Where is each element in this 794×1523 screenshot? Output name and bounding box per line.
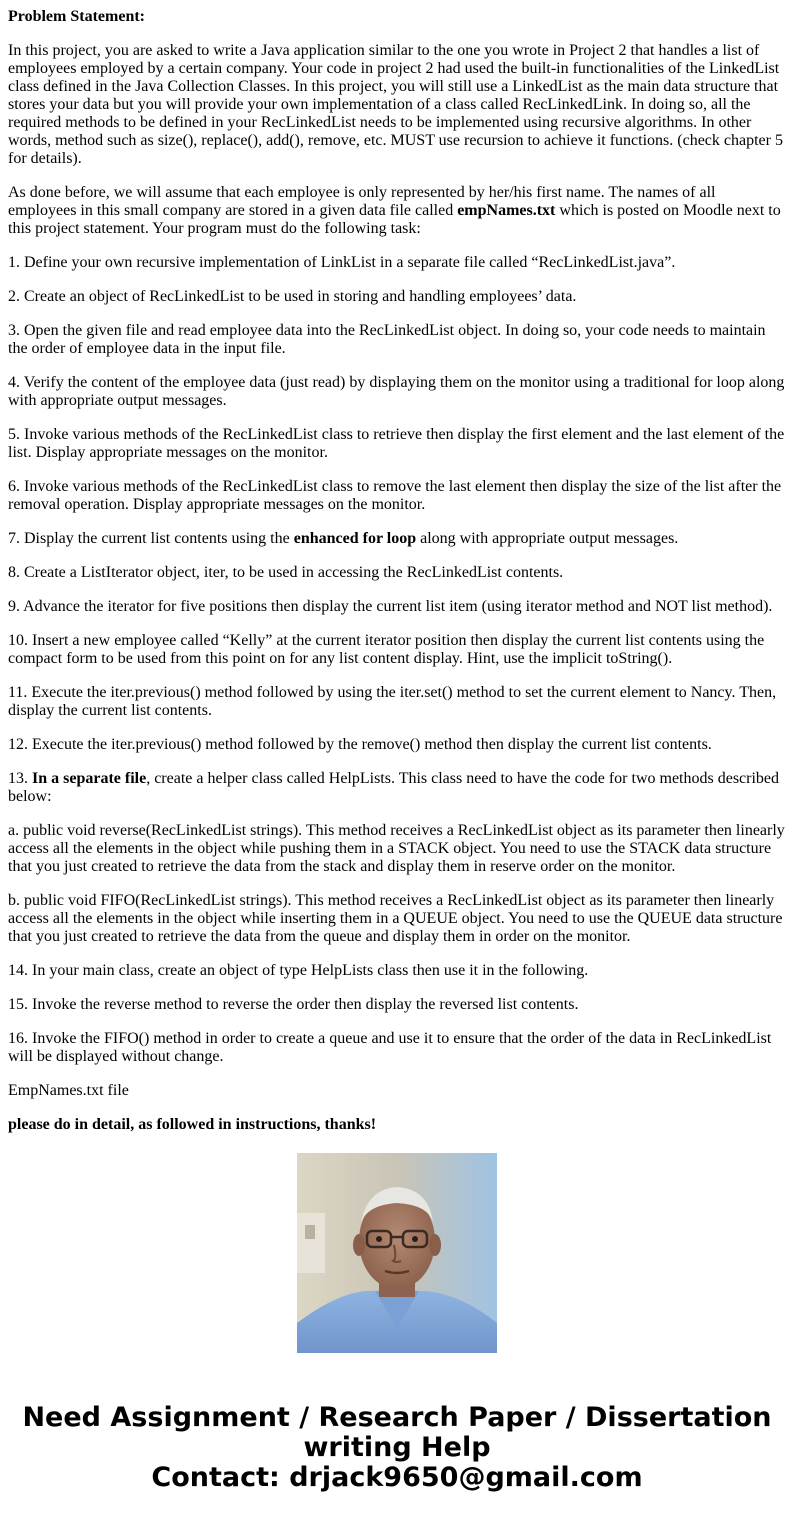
problem-heading: Problem Statement: (8, 8, 145, 25)
task-step-13-emphasis: In a separate file (32, 770, 147, 787)
task-step-2: 2. Create an object of RecLinkedList to be used in storing and handling employees’ data. (8, 288, 577, 305)
assumption-text-after: which is posted on Moodle next to this project statement. Your program must do the following task: (8, 202, 781, 237)
promo-banner (0, 1403, 794, 1493)
task-step-7-before: 7. Display the current list contents using the (8, 530, 294, 547)
task-step-10: 10. Insert a new employee called “Kelly” at the current iterator position then display the current list contents using the compact form to be used from this point on for any list content display. Hint, use the implicit toString(). (8, 632, 765, 667)
avatar (297, 1153, 497, 1353)
task-step-5: 5. Invoke various methods of the RecLinkedList class to retrieve then display the first element and the last element of the list. Display appropriate messages on the monitor. (8, 426, 785, 461)
task-step-4: 4. Verify the content of the employee data (just read) by displaying them on the monitor using a traditional for loop along with appropriate output messages. (8, 374, 785, 409)
data-file-name: empNames.txt (457, 202, 556, 219)
task-step-13a: a. public void reverse(RecLinkedList strings). This method receives a RecLinkedList object as its parameter then linearly access all the elements in the object while pushing them in a STACK object. You need to use the STACK data structure that you just created to retrieve the data from the stack and display them in reserve order on the monitor. (8, 822, 785, 875)
cut-off-note (8, 1116, 786, 1134)
task-step-6: 6. Invoke various methods of the RecLinkedList class to remove the last element then display the size of the list after the removal operation. Display appropriate messages on the monitor. (8, 478, 782, 513)
promo-line-2: writing Help (303, 1432, 491, 1463)
intro-paragraph: In this project, you are asked to write a Java application similar to the one you wrote in Project 2 that handles a list of employees employed by a certain company. Your code in project 2 had used the built-in functionalities of the LinkedList class defined in the Java Collection Classes. In this project, you will still use a LinkedList as the main data structure that stores your data but you will provide your own implementation of a class called RecLinkedLink. In doing so, all the required methods to be defined in your RecLinkedList needs to be implemented using recursive algorithms. In other words, method such as size(), replace(), add(), remove, etc. MUST use recursion to achieve it functions. (check chapter 5 for details). (8, 42, 783, 167)
task-step-13-after: , create a helper class called HelpLists. This class need to have the code for two methods described below: (8, 770, 780, 805)
task-step-13 (8, 770, 786, 806)
problem-document (8, 8, 786, 1133)
task-step-7-after: along with appropriate output messages. (416, 530, 679, 547)
task-step-16: 16. Invoke the FIFO() method in order to create a queue and use it to ensure that the order of the data in RecLinkedList will be displayed without change. (8, 1030, 772, 1065)
task-step-7-emphasis: enhanced for loop (293, 530, 417, 547)
task-step-1: 1. Define your own recursive implementation of LinkList in a separate file called “RecLinkedList.java”. (8, 254, 676, 271)
promo-line-1: Need Assignment / Research Paper / Dissertation (22, 1402, 772, 1433)
task-step-11: 11. Execute the iter.previous() method followed by using the iter.set() method to set the current element to Nancy. Then, display the current list contents. (8, 684, 777, 719)
task-step-15: 15. Invoke the reverse method to reverse the order then display the reversed list contents. (8, 996, 579, 1013)
assumption-paragraph (8, 184, 786, 238)
promo-contact: Contact: drjack9650@gmail.com (151, 1462, 643, 1493)
task-step-7 (8, 530, 786, 548)
assumption-text-before: As done before, we will assume that each employee is only represented by her/his first name. The names of all employees in this small company are stored in a given data file called (8, 184, 716, 219)
task-step-9: 9. Advance the iterator for five positions then display the current list item (using iterator method and NOT list method). (8, 598, 773, 615)
avatar-photo-graphic (297, 1153, 497, 1353)
cut-off-note-text: please do in detail, as followed in instructions, thanks! (8, 1116, 377, 1133)
task-step-12: 12. Execute the iter.previous() method followed by the remove() method then display the current list contents. (8, 736, 712, 753)
task-step-13-before: 13. (8, 770, 32, 787)
task-step-8: 8. Create a ListIterator object, iter, to be used in accessing the RecLinkedList contents. (8, 564, 564, 581)
task-step-13b: b. public void FIFO(RecLinkedList strings). This method receives a RecLinkedList object as its parameter then linearly access all the elements in the object while inserting them in a QUEUE object. You need to use the QUEUE data structure that you just created to retrieve the data from the queue and display them in order on the monitor. (8, 892, 783, 945)
file-label: EmpNames.txt file (8, 1082, 129, 1099)
task-step-3: 3. Open the given file and read employee data into the RecLinkedList object. In doing so, your code needs to maintain the order of employee data in the input file. (8, 322, 766, 357)
task-step-14: 14. In your main class, create an object of type HelpLists class then use it in the following. (8, 962, 589, 979)
